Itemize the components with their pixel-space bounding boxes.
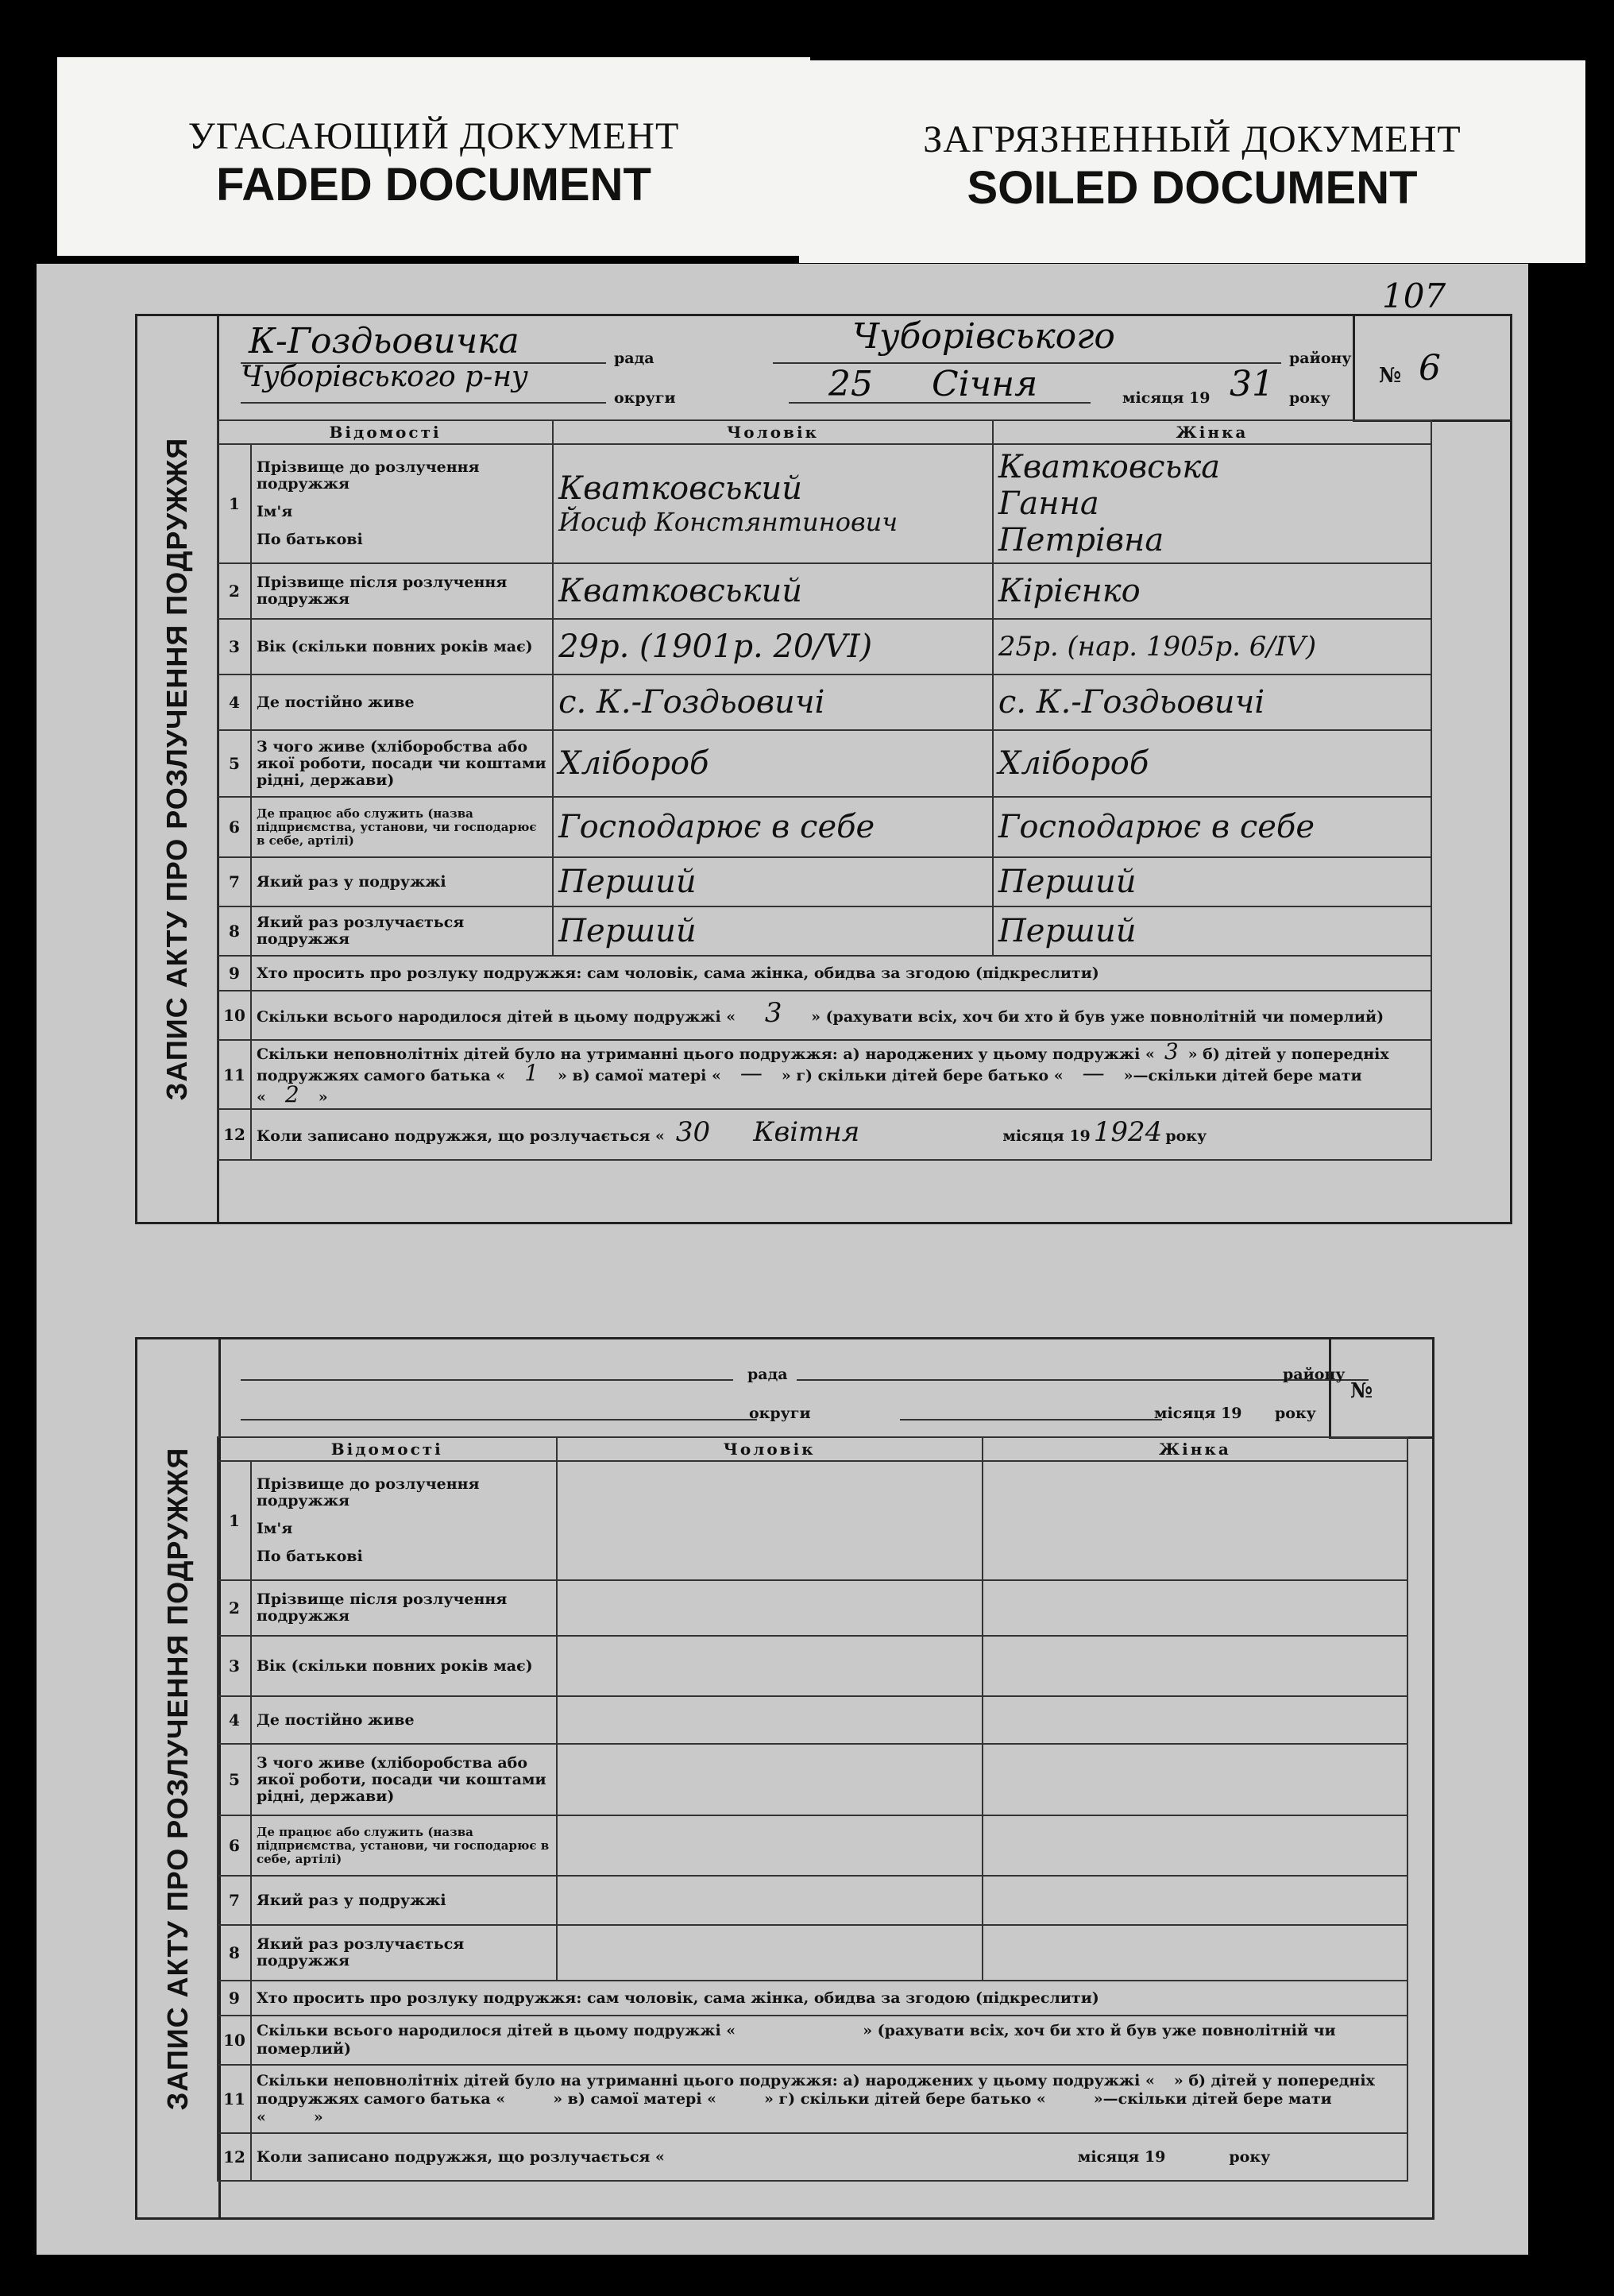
man-answer-2: Кватковський <box>553 563 993 619</box>
row-number: 3 <box>218 619 251 674</box>
date-line <box>900 1419 1162 1421</box>
row-number: 8 <box>218 906 251 956</box>
row-number: 6 <box>218 797 251 857</box>
man-answer-5 <box>557 1744 983 1815</box>
rada-value: К-Гоздьовичка <box>249 321 519 361</box>
faded-label-ru: УГАСАЮЩИЙ ДОКУМЕНТ <box>187 115 680 157</box>
woman-answer-5: Хлібороб <box>993 730 1431 797</box>
okrug-line <box>241 1419 757 1421</box>
man-answer-6 <box>557 1815 983 1876</box>
row-question: Прізвище до розлучення подружжя Ім'я По батькові <box>251 1461 557 1580</box>
table-row-1 <box>218 444 1431 563</box>
woman-answer-6 <box>983 1815 1407 1876</box>
row-question: З чого живе (хліборобства або якої роботи, посади чи коштами рідні, держави) <box>251 730 553 797</box>
year-value: 31 <box>1230 364 1274 404</box>
table-row-8 <box>218 1925 1407 1981</box>
row-number: 11 <box>218 2065 251 2133</box>
row-question-wide: Скільки всього народилося дітей в цьому подружжі « 3 » (рахувати всіх, хоч би хто й був уже повнолітній чи померлий) <box>251 991 1431 1040</box>
man-answer-8: Перший <box>553 906 993 956</box>
table-row-3 <box>218 1636 1407 1696</box>
woman-answer-2: Кірієнко <box>993 563 1431 619</box>
row-question-wide: Скільки всього народилося дітей в цьому подружжі « » (рахувати всіх, хоч би хто й був уже повнолітній чи померлий) <box>251 2016 1407 2065</box>
row-number: 9 <box>218 1981 251 2016</box>
rada-line <box>241 1379 733 1381</box>
record-number-value: 6 <box>1419 348 1441 388</box>
woman-answer-1: Кватковська Ганна Петрівна <box>993 444 1431 563</box>
man-answer-7 <box>557 1876 983 1925</box>
children-total: 3 <box>764 997 782 1029</box>
okrug-label: округи <box>749 1405 811 1422</box>
month-label: місяця 19 <box>1122 389 1210 407</box>
woman-answer-7: Перший <box>993 857 1431 906</box>
table-row-8 <box>218 906 1431 956</box>
row-question: Де постійно живе <box>251 674 553 730</box>
row-question: Де працює або служить (назва підприємства, установи, чи господарює в себе, артілі) <box>251 797 553 857</box>
woman-answer-8: Перший <box>993 906 1431 956</box>
row-number: 6 <box>218 1815 251 1876</box>
table-row-10 <box>218 2016 1407 2065</box>
form-sidebar-title: ЗАПИС АКТУ ПРО РОЗЛУЧЕННЯ ПОДРУЖЖЯ <box>137 1339 221 2217</box>
row-number: 2 <box>218 563 251 619</box>
col-info: Відомості <box>218 420 553 444</box>
divorce-record-form-filled <box>135 314 1512 1224</box>
woman-answer-4 <box>983 1696 1407 1744</box>
col-woman: Жінка <box>983 1437 1407 1461</box>
row-number: 7 <box>218 857 251 906</box>
woman-answer-3 <box>983 1636 1407 1696</box>
woman-answer-1 <box>983 1461 1407 1580</box>
man-answer-8 <box>557 1925 983 1981</box>
man-answer-1 <box>557 1461 983 1580</box>
day-value: 25 <box>828 364 873 404</box>
row-question: Який раз у подружжі <box>251 1876 557 1925</box>
row-question: Який раз розлучається подружжя <box>251 906 553 956</box>
row-number: 10 <box>218 991 251 1040</box>
table-row-5 <box>218 730 1431 797</box>
month-value: Січня <box>932 364 1038 404</box>
rayon-label: району <box>1283 1366 1346 1383</box>
rada-label: рада <box>614 350 654 367</box>
woman-answer-5 <box>983 1744 1407 1815</box>
row-question: Прізвище після розлучення подружжя <box>251 563 553 619</box>
table-row-9 <box>218 1981 1407 2016</box>
row-question: Вік (скільки повних років має) <box>251 619 553 674</box>
record-number-box <box>1353 316 1512 422</box>
woman-answer-8 <box>983 1925 1407 1981</box>
table-row-2 <box>218 1580 1407 1636</box>
man-answer-1: Кватковський Йосиф Констянтинович <box>553 444 993 563</box>
col-man: Чоловік <box>557 1437 983 1461</box>
row-question: Прізвище до розлучення подружжя Ім'я По батькові <box>251 444 553 563</box>
table-row-11 <box>218 2065 1407 2133</box>
man-answer-4: с. К.-Гоздьовичі <box>553 674 993 730</box>
faded-label-en: FADED DOCUMENT <box>216 159 651 211</box>
record-table <box>217 419 1432 1161</box>
row-question-wide: Коли записано подружжя, що розлучається « місяця 19 року <box>251 2133 1407 2181</box>
row-question: Який раз у подружжі <box>251 857 553 906</box>
okrug-line <box>241 402 606 404</box>
table-row-12 <box>218 2133 1407 2181</box>
row-number: 5 <box>218 1744 251 1815</box>
row-number: 7 <box>218 1876 251 1925</box>
number-label: № <box>1350 1379 1373 1403</box>
col-man: Чоловік <box>553 420 993 444</box>
row-question-wide: Хто просить про розлуку подружжя: сам чоловік, сама жінка, обидва за згодою (підкреслити) <box>251 1981 1407 2016</box>
row-question: Який раз розлучається подружжя <box>251 1925 557 1981</box>
row-number: 4 <box>218 674 251 730</box>
sheet-number: 107 <box>1382 276 1446 315</box>
row-number: 4 <box>218 1696 251 1744</box>
rada-label: рада <box>747 1366 788 1383</box>
soiled-label-ru: ЗАГРЯЗНЕННЫЙ ДОКУМЕНТ <box>923 118 1461 160</box>
table-row-4 <box>218 674 1431 730</box>
divorce-record-form-blank <box>135 1337 1434 2220</box>
table-row-2 <box>218 563 1431 619</box>
row-number: 11 <box>218 1040 251 1109</box>
row-number: 9 <box>218 956 251 991</box>
table-row-5 <box>218 1744 1407 1815</box>
rayon-label: району <box>1289 350 1352 367</box>
row-question: Де постійно живе <box>251 1696 557 1744</box>
woman-answer-7 <box>983 1876 1407 1925</box>
col-woman: Жінка <box>993 420 1431 444</box>
row-question: Вік (скільки повних років має) <box>251 1636 557 1696</box>
faded-document-label <box>57 57 810 256</box>
row-number: 8 <box>218 1925 251 1981</box>
table-row-6 <box>218 1815 1407 1876</box>
okrug-label: округи <box>614 389 676 407</box>
record-table <box>217 1436 1408 2182</box>
woman-answer-2 <box>983 1580 1407 1636</box>
row-number: 12 <box>218 2133 251 2181</box>
table-row-6 <box>218 797 1431 857</box>
row-question-wide: Скільки неповнолітніх дітей було на утриманні цього подружжя: а) народжених у цьому подружжі « » б) дітей у попередніх подружжях самого батька « » в) самої матері « » г) скільки дітей бере батько « »—скільки дітей бере мати « » <box>251 2065 1407 2133</box>
rayon-value: Чуборівського <box>852 316 1115 357</box>
row-question-wide: Коли записано подружжя, що розлучається « 30 Квітня місяця 19 1924 року <box>251 1109 1431 1160</box>
woman-answer-6: Господарює в себе <box>993 797 1431 857</box>
col-info: Відомості <box>218 1437 557 1461</box>
row-number: 5 <box>218 730 251 797</box>
table-row-1 <box>218 1461 1407 1580</box>
table-row-12 <box>218 1109 1431 1160</box>
man-answer-3 <box>557 1636 983 1696</box>
year-label: року <box>1289 389 1330 407</box>
form-sidebar-title: ЗАПИС АКТУ ПРО РОЗЛУЧЕННЯ ПОДРУЖЖЯ <box>137 316 219 1222</box>
table-row-7 <box>218 857 1431 906</box>
row-number: 1 <box>218 444 251 563</box>
soiled-document-label <box>799 60 1585 263</box>
table-row-10 <box>218 991 1431 1040</box>
man-answer-5: Хлібороб <box>553 730 993 797</box>
soiled-label-en: SOILED DOCUMENT <box>967 162 1418 214</box>
table-header-row <box>218 420 1431 444</box>
table-header-row <box>218 1437 1407 1461</box>
date-line <box>789 402 1091 404</box>
row-number: 12 <box>218 1109 251 1160</box>
man-answer-7: Перший <box>553 857 993 906</box>
row-number: 3 <box>218 1636 251 1696</box>
table-row-9 <box>218 956 1431 991</box>
record-number-box <box>1329 1339 1434 1439</box>
man-answer-6: Господарює в себе <box>553 797 993 857</box>
man-answer-2 <box>557 1580 983 1636</box>
row-question-wide: Хто просить про розлуку подружжя: сам чоловік, сама жінка, обидва за згодою (підкреслити) <box>251 956 1431 991</box>
woman-answer-4: с. К.-Гоздьовичі <box>993 674 1431 730</box>
okrug-value: Чуборівського р-ну <box>241 361 528 393</box>
row-question-wide: Скільки неповнолітніх дітей було на утриманні цього подружжя: а) народжених у цьому подружжі « 3 » б) дітей у попередніх подружжях самого батька « 1 » в) самої матері « — » г) скільки дітей бере батько « — »—скільки дітей бере мати « 2 » <box>251 1040 1431 1109</box>
man-answer-4 <box>557 1696 983 1744</box>
woman-answer-3: 25р. (нар. 1905р. 6/IV) <box>993 619 1431 674</box>
row-number: 10 <box>218 2016 251 2065</box>
row-question: Прізвище після розлучення подружжя <box>251 1580 557 1636</box>
table-row-4 <box>218 1696 1407 1744</box>
table-row-3 <box>218 619 1431 674</box>
row-question: Де працює або служить (назва підприємства, установи, чи господарює в себе, артілі) <box>251 1815 557 1876</box>
row-number: 2 <box>218 1580 251 1636</box>
year-label: року <box>1275 1405 1316 1422</box>
month-label: місяця 19 <box>1154 1405 1242 1422</box>
row-number: 1 <box>218 1461 251 1580</box>
table-row-11 <box>218 1040 1431 1109</box>
row-question: З чого живе (хліборобства або якої роботи, посади чи коштами рідні, держави) <box>251 1744 557 1815</box>
table-row-7 <box>218 1876 1407 1925</box>
man-answer-3: 29р. (1901р. 20/VI) <box>553 619 993 674</box>
number-label: № <box>1379 364 1402 388</box>
